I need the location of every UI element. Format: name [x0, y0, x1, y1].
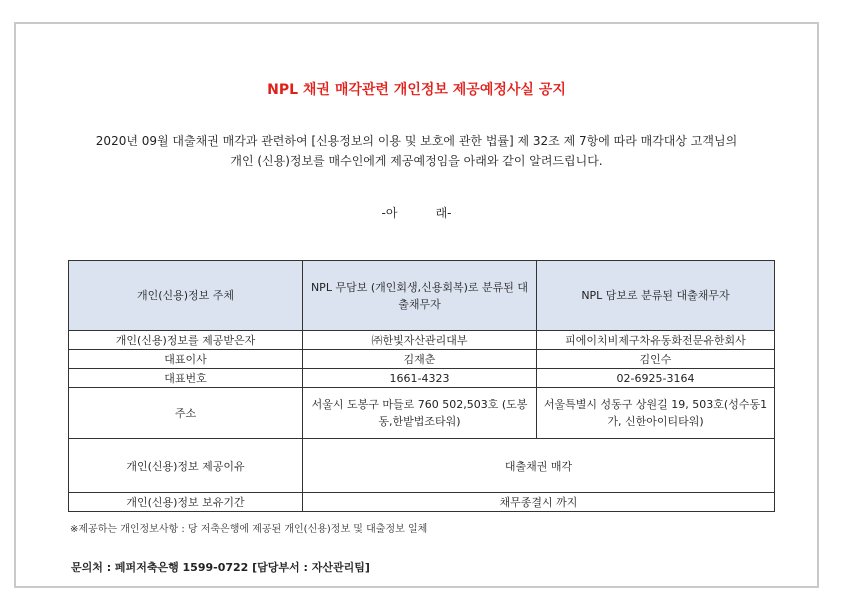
row-label-phone: 대표번호	[69, 369, 303, 388]
table-row	[69, 439, 775, 493]
cell-retention-value: 채무종결시 까지	[303, 493, 775, 512]
table-header-row	[69, 261, 775, 331]
table-row	[69, 350, 775, 369]
address-unsecured-text: 서울시 도봉구 마들로 760 502,503호 (도봉동,한밭법조타워)	[311, 398, 528, 428]
table-row	[69, 388, 775, 439]
cell-recipient-secured: 피에이치비제구차유동화전문유한회사	[537, 331, 775, 350]
cell-phone-unsecured: 1661-4323	[303, 369, 537, 388]
notice-title: NPL 채권 매각관련 개인정보 제공예정사실 공지	[267, 82, 566, 98]
intro-line-1: 2020년 09월 대출채권 매각과 관련하여 [신용정보의 이용 및 보호에 관한 법률] 제 32조 제 7항에 따라 매각대상 고객님의	[95, 134, 738, 148]
notice-frame	[14, 22, 819, 588]
cell-address-unsecured	[303, 388, 537, 439]
notice-gubun: -아 래-	[381, 206, 452, 220]
table-row	[69, 493, 775, 512]
cell-ceo-unsecured: 김재춘	[303, 350, 537, 369]
cell-recipient-unsecured: ㈜한빛자산관리대부	[303, 331, 537, 350]
footnote: ※제공하는 개인정보사항 : 당 저축은행에 제공된 개인(신용)정보 및 대출정보 일체	[70, 524, 428, 535]
row-label-address: 주소	[69, 388, 303, 439]
row-label-ceo: 대표이사	[69, 350, 303, 369]
cell-phone-secured: 02-6925-3164	[537, 369, 775, 388]
row-label-reason: 개인(신용)정보 제공이유	[69, 439, 303, 493]
cell-address-secured	[537, 388, 775, 439]
contact-info: 문의처 : 페퍼저축은행 1599-0722 [담당부서 : 자산관리팀]	[71, 561, 370, 574]
row-label-recipient: 개인(신용)정보를 제공받은자	[69, 331, 303, 350]
address-secured-text: 서울특별시 성동구 상원길 19, 503호(성수동1가, 신한아이티타워)	[543, 398, 768, 428]
cell-ceo-secured: 김인수	[537, 350, 775, 369]
notice-intro	[16, 131, 817, 171]
table-row	[69, 331, 775, 350]
table-row	[69, 369, 775, 388]
row-label-retention: 개인(신용)정보 보유기간	[69, 493, 303, 512]
header-secured: NPL 담보로 분류된 대출채무자	[537, 261, 775, 331]
info-table	[68, 260, 775, 512]
cell-reason-value: 대출채권 매각	[303, 439, 775, 493]
intro-line-2: 개인 (신용)정보를 매수인에게 제공예정임을 아래와 같이 알려드립니다.	[230, 154, 603, 168]
header-unsecured: NPL 무담보 (개인회생,신용회복)로 분류된 대출채무자	[303, 261, 537, 331]
header-subject: 개인(신용)정보 주체	[69, 261, 303, 331]
